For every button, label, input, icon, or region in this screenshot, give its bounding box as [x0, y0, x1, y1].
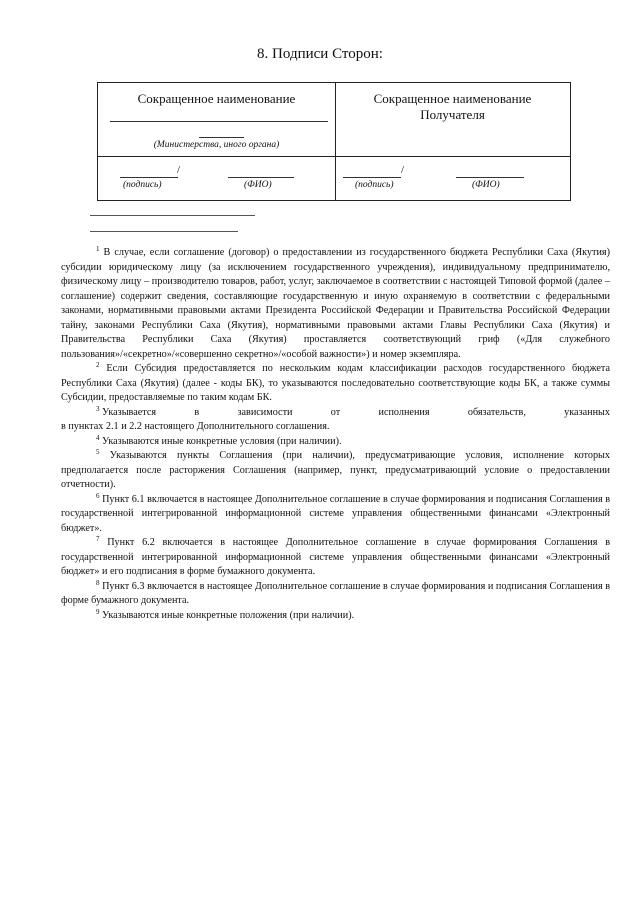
footnote-word: указанных	[564, 406, 610, 418]
footnote-3-continuation: в пунктах 2.1 и 2.2 настоящего Дополнительного соглашения.	[61, 421, 330, 432]
footnote-number: 8	[96, 578, 100, 587]
footnote-text: Указываются пункты Соглашения (при наличии), предусматривающие условия, исполнение которых предполагается после расторжения Соглашения (например, пункт, предусматривающий условие о предоставлении отчетности).	[61, 450, 610, 490]
footnote-text: Если Субсидия предоставляется по нескольким кодам классификации расходов государственного бюджета Республики Саха (Якутия) (далее - коды БК), то указываются последовательно соответствующие коды БК, а также суммы Субсидии, предоставляемые по таким кодам БК.	[61, 363, 610, 403]
footnote-number: 6	[96, 491, 100, 500]
right-signature-label: (подпись)	[355, 180, 394, 190]
table-row-divider	[98, 156, 570, 157]
footnote-1	[61, 246, 610, 362]
footnote-text: Указываются иные конкретные условия (при наличии).	[102, 435, 342, 447]
left-short-line	[199, 137, 244, 138]
footnote-5	[61, 449, 610, 493]
right-fio-label: (ФИО)	[472, 180, 500, 190]
right-header-line2: Получателя	[420, 107, 485, 122]
footnote-number: 3	[96, 404, 100, 413]
footnote-text: В случае, если соглашение (договор) о предоставлении из государственного бюджета Республики Саха (Якутия) субсидии юридическому лицу (за исключением государственного учреждения), индивидуальному предпринимателю, физическому лицу – производителю товаров, работ, услуг, заключаемое в соответствии с настоящей Типовой формой (далее – соглашение) содержит сведения, составляющие государственную и иную охраняемую в соответствии с федеральными законами, нормативными правовыми актами Президента Российской Федерации и Правительства Российской Федерации тайну, законами Республики Саха (Якутия), нормативными правовыми актами Главы Республики Саха (Якутия) и Правительства Республики Саха (Якутия) проставляется соответствующий гриф («Для служебного пользования»/«секретно»/«совершенно секретно»/«особой важности») и номер экземпляра.	[61, 247, 610, 360]
footnote-4	[61, 435, 610, 450]
footnote-text: Пункт 6.2 включается в настоящее Дополнительное соглашение в случае формирования Соглашения в государственной интегрированной информационной системе управления общественными финансами «Электронный бюджет» и его подписания в форме бумажного документа.	[61, 537, 610, 577]
footnote-number: 4	[96, 433, 100, 442]
left-slash: /	[177, 164, 181, 176]
right-header-line1: Сокращенное наименование	[373, 91, 532, 106]
footnote-word: обязательств,	[467, 406, 526, 418]
footnote-text: Пункт 6.3 включается в настоящее Дополнительное соглашение в случае формирования и подписания Соглашения в форме бумажного документа.	[61, 580, 610, 606]
signature-table	[97, 82, 571, 201]
footnote-text: Пункт 6.1 включается в настоящее Дополнительное соглашение в случае формирования и подписания Соглашения в государственной интегрированной информационной системе управления общественными финансами «Электронный бюджет».	[61, 493, 610, 534]
footnote-rule-2	[90, 231, 238, 232]
footnote-word: в	[194, 406, 200, 418]
right-signature-line	[343, 177, 401, 178]
footnote-word: Указывается	[102, 406, 157, 418]
footnote-word: от	[330, 406, 341, 418]
left-name-line	[110, 121, 328, 122]
footnote-9	[61, 609, 610, 624]
footnote-number: 9	[96, 607, 100, 616]
footnote-7	[61, 536, 610, 580]
right-fio-line	[456, 177, 524, 178]
left-signature-label: (подпись)	[123, 180, 162, 190]
footnote-3-word	[96, 406, 156, 421]
left-party-header: Сокращенное наименование	[137, 91, 296, 106]
left-party-subcaption: (Министерства, иного органа)	[153, 140, 280, 150]
section-title: 8. Подписи Сторон:	[257, 46, 383, 62]
footnote-number: 7	[96, 535, 100, 543]
footnote-3-first-line	[61, 406, 610, 421]
footnote-number: 2	[96, 361, 100, 369]
footnote-text: Указываются иные конкретные положения (при наличии).	[102, 609, 355, 621]
left-signature-line	[120, 177, 178, 178]
footnote-word: исполнения	[378, 406, 430, 418]
footnote-8	[61, 580, 610, 609]
footnote-rule	[90, 215, 255, 216]
right-slash: /	[401, 164, 405, 176]
footnote-number: 5	[96, 448, 100, 456]
footnote-number: 1	[96, 245, 100, 253]
right-party-header	[335, 91, 570, 123]
left-fio-line	[228, 177, 294, 178]
left-fio-label: (ФИО)	[244, 180, 272, 190]
footnote-word: зависимости	[237, 406, 293, 418]
footnotes	[61, 246, 610, 623]
footnote-6	[61, 493, 610, 537]
footnote-2	[61, 362, 610, 406]
